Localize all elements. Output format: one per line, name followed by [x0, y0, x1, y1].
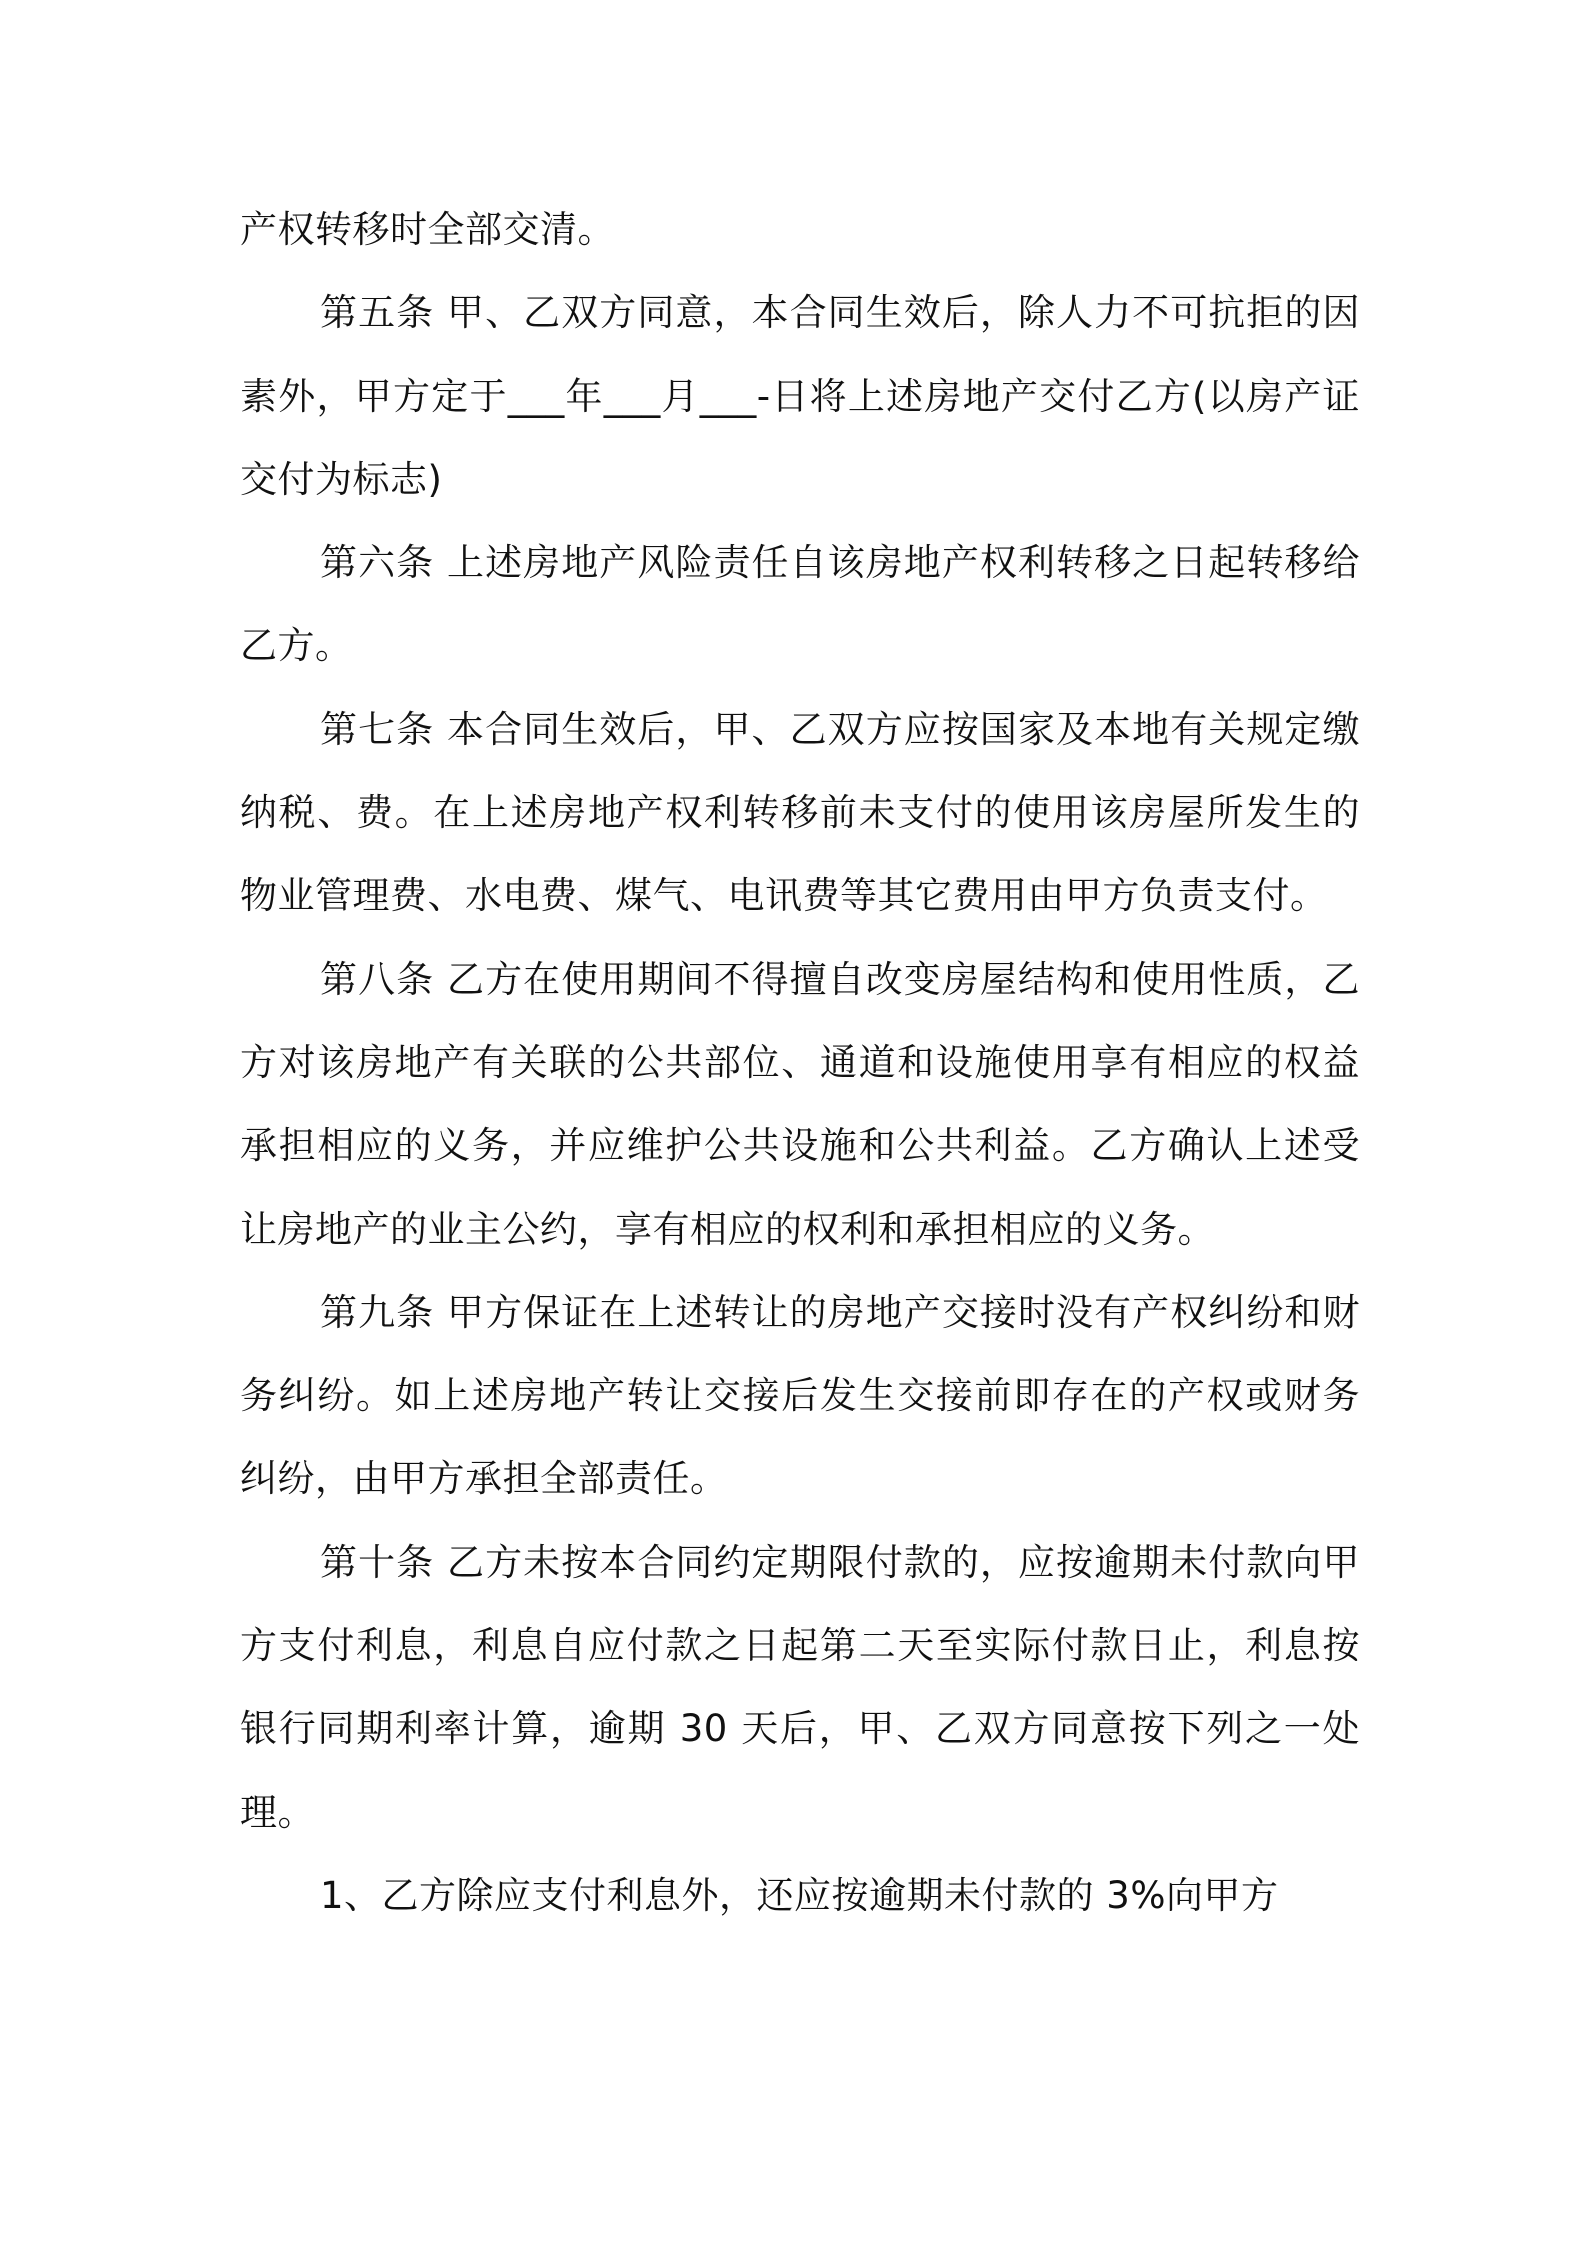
- paragraph-item-1: 1、乙方除应支付利息外，还应按逾期未付款的 3%向甲方: [320, 1873, 1279, 1917]
- paragraph-article-5: 第五条 甲、乙双方同意，本合同生效后，除人力不可抗拒的因素外，甲方定于___年___月___-日将上述房地产交付乙方(以房产证交付为标志): [240, 291, 1360, 501]
- paragraph-article-6: 第六条 上述房地产风险责任自该房地产权利转移之日起转移给乙方。: [240, 541, 1360, 668]
- paragraph-article-8: 第八条 乙方在使用期间不得擅自改变房屋结构和使用性质，乙方对该房地产有关联的公共部位、通道和设施使用享有相应的权益承担相应的义务，并应维护公共设施和公共利益。乙方确认上述受让房地产的业主公约，享有相应的权利和承担相应的义务。: [240, 957, 1360, 1251]
- document-body: [240, 188, 1360, 1937]
- paragraph-continuation: 产权转移时全部交清。: [240, 208, 615, 251]
- paragraph-article-10: 第十条 乙方未按本合同约定期限付款的，应按逾期未付款向甲方支付利息，利息自应付款之日起第二天至实际付款日止，利息按银行同期利率计算，逾期 30 天后，甲、乙双方同意按下列之一处理。: [240, 1540, 1360, 1834]
- paragraph-article-7: 第七条 本合同生效后，甲、乙双方应按国家及本地有关规定缴纳税、费。在上述房地产权利转移前未支付的使用该房屋所发生的物业管理费、水电费、煤气、电讯费等其它费用由甲方负责支付。: [240, 707, 1360, 918]
- paragraph-article-9: 第九条 甲方保证在上述转让的房地产交接时没有产权纠纷和财务纠纷。如上述房地产转让交接后发生交接前即存在的产权或财务纠纷，由甲方承担全部责任。: [240, 1290, 1360, 1501]
